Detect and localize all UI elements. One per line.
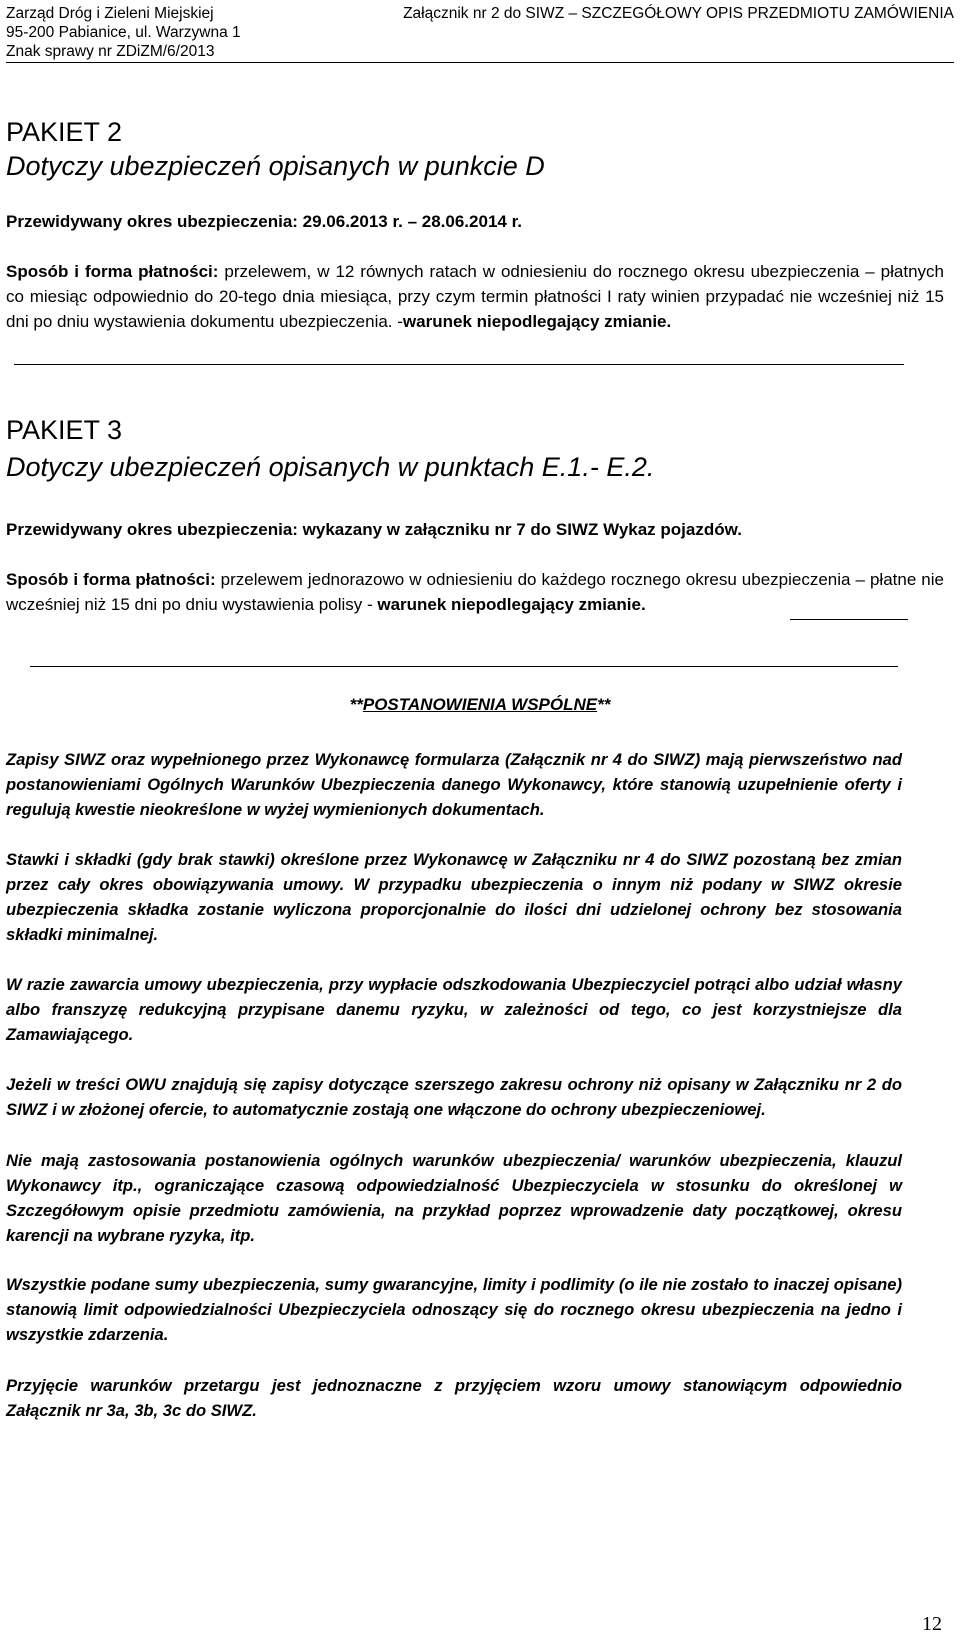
header-attachment-title: Załącznik nr 2 do SIWZ – SZCZEGÓŁOWY OPIS PRZEDMIOTU ZAMÓWIENIA — [403, 5, 954, 22]
joint-paragraph: Przyjęcie warunków przetargu jest jednoznaczne z przyjęciem wzoru umowy stanowiącym odpowiednio Załącznik nr 3a, 3b, 3c do SIWZ. — [6, 1376, 902, 1420]
pakiet3-payment — [6, 567, 944, 617]
pakiet2-subtitle: Dotyczy ubezpieczeń opisanych w punkcie D — [6, 151, 545, 181]
joint-paragraph: Wszystkie podane sumy ubezpieczenia, sumy gwarancyjne, limity i podlimity (o ile nie zostało to inaczej opisane) stanowią limit odpowiedzialności Ubezpieczyciela odnoszący się do rocznego okresu ubezpieczenia na jedno i wszystkie zdarzenia. — [6, 1275, 902, 1344]
pakiet3-title: PAKIET 3 — [6, 415, 123, 445]
pakiet3-payment-label: Sposób i forma płatności: — [6, 570, 216, 589]
header-rule — [6, 62, 954, 63]
page-number: 12 — [922, 1613, 942, 1635]
joint-paragraph: W razie zawarcia umowy ubezpieczenia, przy wypłacie odszkodowania Ubezpieczyciel potrąci albo udział własny albo franszyzę redukcyjną przypisane danemu ryzyku, w zależności od tego, co jest korzystniejsze dla Zamawiającego. — [6, 975, 902, 1044]
heading-title: POSTANOWIENIA WSPÓLNE — [362, 695, 598, 714]
case-number: Znak sprawy nr ZDiZM/6/2013 — [6, 43, 215, 60]
pakiet2-payment-condition: warunek niepodlegający zmianie. — [402, 312, 672, 331]
pakiet2-period: Przewidywany okres ubezpieczenia: 29.06.2013 r. – 28.06.2014 r. — [6, 212, 522, 231]
pakiet2-payment-label: Sposób i forma płatności: — [6, 262, 219, 281]
section-divider — [14, 364, 904, 365]
section-divider — [790, 619, 908, 620]
joint-paragraph: Jeżeli w treści OWU znajdują się zapisy dotyczące szerszego zakresu ochrony niż opisany w Załączniku nr 2 do SIWZ i w złożonej ofercie, to automatycznie zostają one włączone do ochrony ubezpieczeniowej. — [6, 1075, 902, 1119]
pakiet3-period: Przewidywany okres ubezpieczenia: wykazany w załączniku nr 7 do SIWZ Wykaz pojazdów. — [6, 520, 742, 539]
joint-provisions-heading — [0, 694, 960, 716]
joint-paragraph: Stawki i składki (gdy brak stawki) określone przez Wykonawcę w Załączniku nr 4 do SIWZ pozostaną bez zmian przez cały okres obowiązywania umowy. W przypadku ubezpieczenia o innym niż podany w SIWZ okresie ubezpieczenia składka zostanie wyliczona proporcjonalnie do ilości dni udzielonej ochrony bez stosowania składki minimalnej. — [6, 850, 902, 944]
issuer-address: 95-200 Pabianice, ul. Warzywna 1 — [6, 24, 241, 41]
section-divider — [30, 666, 898, 667]
pakiet2-title: PAKIET 2 — [6, 117, 123, 147]
header-issuer — [6, 4, 241, 61]
joint-paragraph: Nie mają zastosowania postanowienia ogólnych warunków ubezpieczenia/ warunków ubezpieczenia, klauzul Wykonawcy itp., ograniczające czasową odpowiedzialność Ubezpieczyciela w stosunku do określonej w Szczegółowym opisie przedmiotu zamówienia, na przykład poprzez wprowadzenie daty początkowej, okresu karencji na wybrane ryzyka, itp. — [6, 1151, 902, 1245]
heading-prefix: ** — [349, 695, 363, 714]
joint-paragraph: Zapisy SIWZ oraz wypełnionego przez Wykonawcę formularza (Załącznik nr 4 do SIWZ) mają pierwszeństwo nad postanowieniami Ogólnych Warunków Ubezpieczenia danego Wykonawcy, które stanowią uzupełnienie oferty i regulują kwestie nieokreślone w wyżej wymienionych dokumentach. — [6, 750, 902, 819]
pakiet3-payment-condition: warunek niepodlegający zmianie. — [377, 595, 646, 614]
pakiet2-payment — [6, 259, 944, 334]
pakiet3-payment-text: przelewem jednorazowo w odniesieniu do każdego rocznego okresu ubezpieczenia – płatne nie wcześniej niż 15 dni po dniu wystawienia polisy - — [6, 570, 944, 614]
pakiet3-subtitle: Dotyczy ubezpieczeń opisanych w punktach E.1.- E.2. — [6, 452, 655, 482]
heading-suffix: ** — [597, 695, 611, 714]
pakiet2-payment-text: przelewem, w 12 równych ratach w odniesieniu do rocznego okresu ubezpieczenia – płatnych co miesiąc odpowiednio do 20-tego dnia miesiąca, przy czym termin płatności I raty winien przypadać nie wcześniej niż 15 dni po dniu wystawienia dokumentu ubezpieczenia. - — [6, 262, 944, 331]
issuer-name: Zarząd Dróg i Zieleni Miejskiej — [6, 5, 214, 22]
